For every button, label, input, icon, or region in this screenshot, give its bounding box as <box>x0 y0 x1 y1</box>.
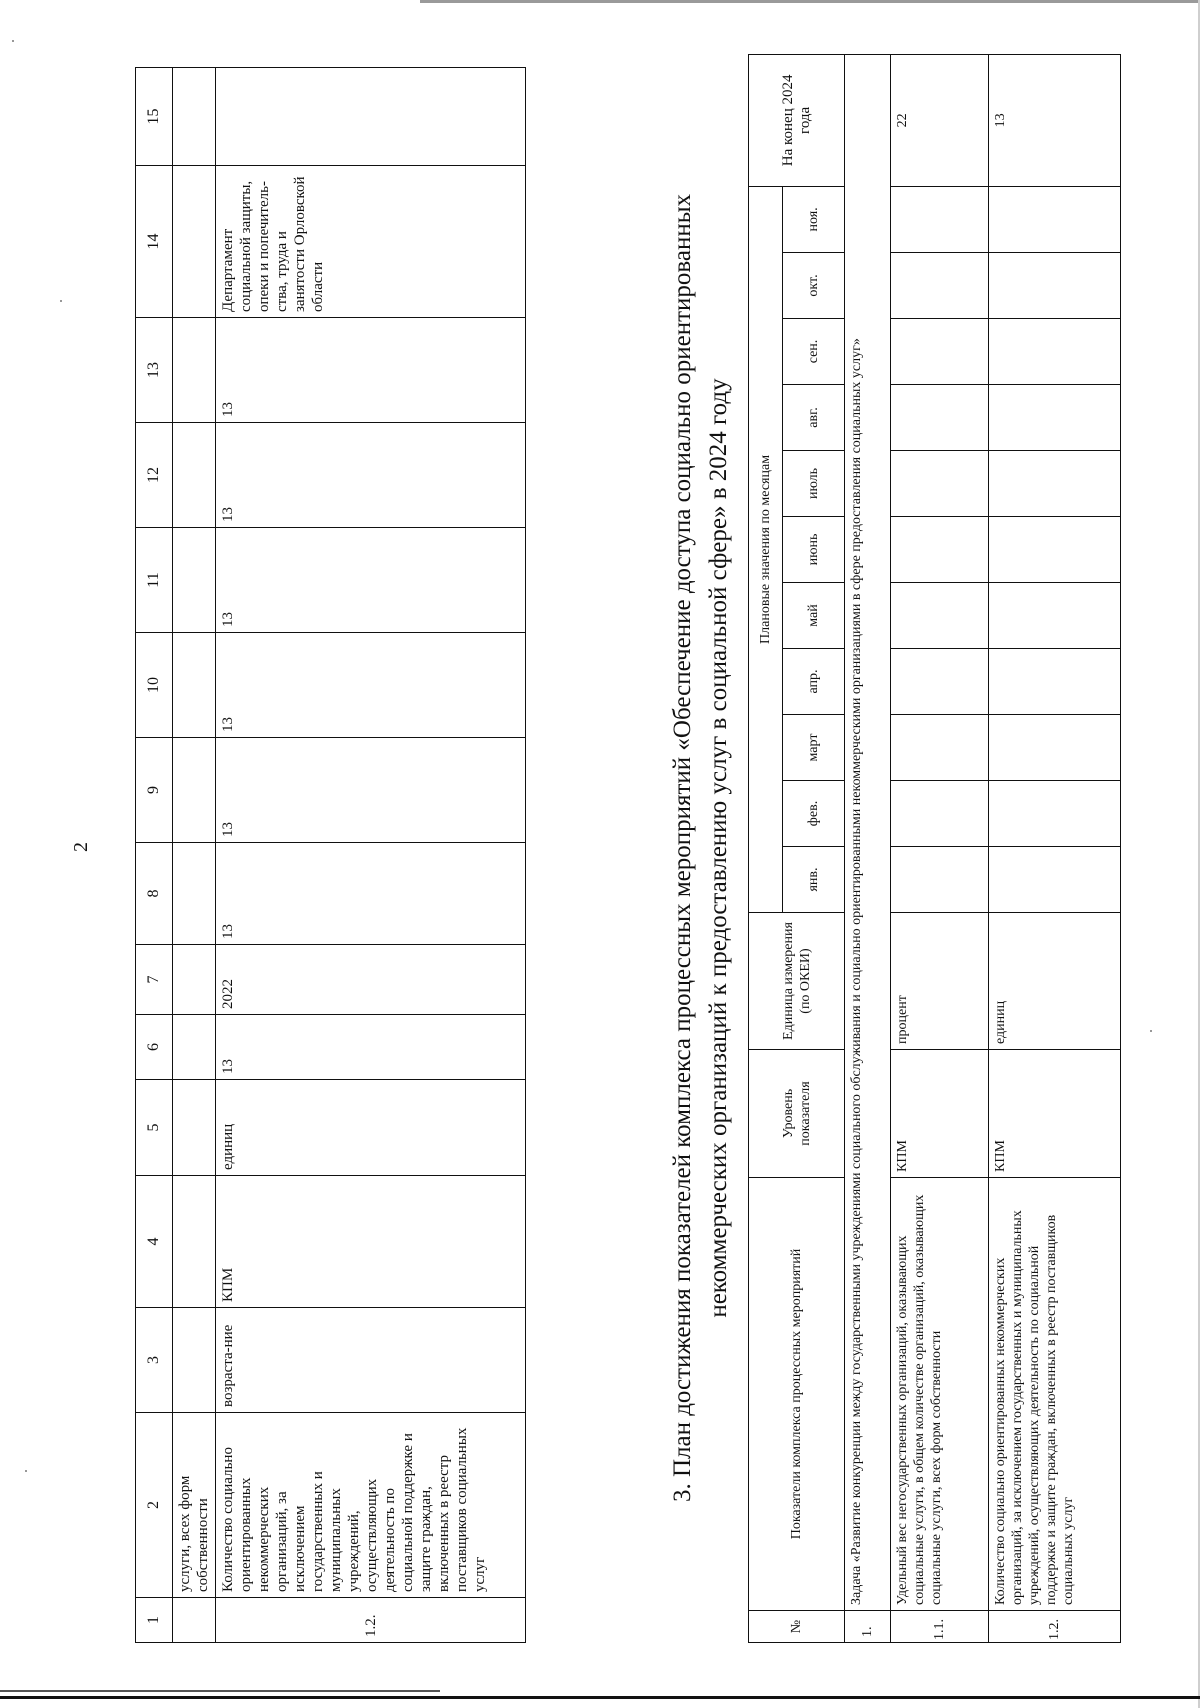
cell-empty <box>989 715 1121 781</box>
cell-empty <box>891 186 989 252</box>
cell-empty <box>173 945 216 1015</box>
cell-empty <box>173 1598 216 1643</box>
cell-empty <box>989 253 1121 319</box>
row-name: Удельный вес негосударственных организаций, оказывающих социальные услуги, в общем количестве организаций, оказывающих социальные услуги, всех форм собственности <box>891 1178 989 1611</box>
col-number: 3 <box>136 1308 173 1413</box>
cell-empty <box>989 847 1121 913</box>
cell-empty <box>891 385 989 451</box>
cell-empty <box>891 583 989 649</box>
cell-empty <box>989 517 1121 583</box>
cell-empty <box>989 385 1121 451</box>
cell-empty <box>891 847 989 913</box>
row-name: Количество социально ориентированных некоммерческих организаций, за исключением государственных и муниципальных учреждений, осуществляющих деятельность по социальной поддержке и защите граждан, включенных в реестр поставщиков социальных услуг <box>989 1178 1121 1611</box>
cell-empty <box>891 451 989 517</box>
cell-empty <box>891 781 989 847</box>
table-row <box>216 68 526 1643</box>
col-number: 11 <box>136 528 173 633</box>
cell-empty <box>173 318 216 423</box>
continuation-text: услуги, всех форм собственности <box>173 1413 216 1598</box>
cell-empty <box>989 319 1121 385</box>
header-level: Уровень показателя <box>749 1050 845 1178</box>
month-nov: ноя. <box>783 186 845 252</box>
row-end-value: 13 <box>989 54 1121 186</box>
cell-empty <box>891 517 989 583</box>
col-number: 13 <box>136 318 173 423</box>
row-level: КПМ <box>216 1176 526 1308</box>
month-apr: апр. <box>783 649 845 715</box>
col-number: 4 <box>136 1176 173 1308</box>
page-number: 2 <box>70 842 92 852</box>
col-number: 14 <box>136 166 173 318</box>
month-may: май <box>783 583 845 649</box>
cell-empty <box>173 423 216 528</box>
header-planned-by-month: Плановые значения по месяцам <box>749 186 783 912</box>
cell-empty <box>891 319 989 385</box>
col-number: 1 <box>136 1598 173 1643</box>
row-value: 13 <box>216 528 526 633</box>
col-number: 6 <box>136 1015 173 1080</box>
cell-empty <box>989 649 1121 715</box>
row-responsible: Департамент социальной защиты, опеки и попечитель-ства, труда и занятости Орловской области <box>216 166 526 318</box>
cell-empty <box>989 186 1121 252</box>
month-aug: авг. <box>783 385 845 451</box>
cell-empty <box>173 68 216 166</box>
col-number: 5 <box>136 1080 173 1176</box>
cell-empty <box>173 528 216 633</box>
plan-table <box>748 54 1121 1643</box>
header-end-of-year: На конец 2024 года <box>749 54 845 186</box>
cell-empty <box>173 633 216 738</box>
cell-empty <box>173 1080 216 1176</box>
row-base-year: 2022 <box>216 945 526 1015</box>
header-no: № <box>749 1611 845 1643</box>
col-number: 2 <box>136 1413 173 1598</box>
continuation-row <box>173 68 216 1643</box>
cell-empty <box>891 253 989 319</box>
section-title-line1: 3. План достижения показателей комплекса процессных мероприятий «Обеспечение доступа социально ориентированных <box>669 193 696 1503</box>
col-number: 9 <box>136 738 173 843</box>
cell-empty <box>989 781 1121 847</box>
table-row <box>989 54 1121 1642</box>
task-row <box>845 54 891 1642</box>
row-unit: единиц <box>989 913 1121 1050</box>
plan-header-row <box>749 54 783 1642</box>
row-level: КПМ <box>989 1050 1121 1178</box>
col-number: 7 <box>136 945 173 1015</box>
row-col15 <box>216 68 526 166</box>
row-level: КПМ <box>891 1050 989 1178</box>
task-number: 1. <box>845 1611 891 1643</box>
cell-empty <box>989 583 1121 649</box>
month-sep: сен. <box>783 319 845 385</box>
column-number-row <box>136 68 173 1643</box>
row-name: Количество социально ориентированных некоммерческих организаций, за исключением государственных и муниципальных учреждений, осуществляющих деятельность по социальной поддержке и защите граждан, включенных в реестр поставщиков социальных услуг <box>216 1413 526 1598</box>
row-unit: процент <box>891 913 989 1050</box>
header-unit: Единица измерения (по ОКЕИ) <box>749 913 845 1050</box>
month-jan: янв. <box>783 847 845 913</box>
section-title-line2: некоммерческих организаций к предоставлению услуг в социальной сфере» в 2024 году <box>705 378 732 1318</box>
row-end-value: 22 <box>891 54 989 186</box>
row-base-value: 13 <box>216 1015 526 1080</box>
cell-empty <box>173 843 216 945</box>
cell-empty <box>173 1015 216 1080</box>
month-jul: июль <box>783 451 845 517</box>
header-indicators: Показатели комплекса процессных мероприятий <box>749 1178 845 1611</box>
col-number: 10 <box>136 633 173 738</box>
table-row <box>891 54 989 1642</box>
col-number: 15 <box>136 68 173 166</box>
row-value: 13 <box>216 633 526 738</box>
section-title <box>665 88 737 1608</box>
month-feb: фев. <box>783 781 845 847</box>
row-number: 1.1. <box>891 1611 989 1643</box>
task-text: Задача «Развитие конкуренции между государственными учреждениями социального обслуживания и социально ориентированными некоммерческими организациями в сфере предоставления социальных услуг» <box>845 54 891 1610</box>
cell-empty <box>173 738 216 843</box>
cell-empty <box>173 166 216 318</box>
indicators-table-continuation <box>135 67 526 1643</box>
col-number: 8 <box>136 843 173 945</box>
row-value: 13 <box>216 423 526 528</box>
row-value: 13 <box>216 738 526 843</box>
row-number: 1.2. <box>989 1611 1121 1643</box>
row-value: 13 <box>216 843 526 945</box>
month-mar: март <box>783 715 845 781</box>
cell-empty <box>891 715 989 781</box>
cell-empty <box>173 1176 216 1308</box>
row-direction: возраста-ние <box>216 1308 526 1413</box>
row-unit: единиц <box>216 1080 526 1176</box>
cell-empty <box>891 649 989 715</box>
row-number: 1.2. <box>216 1598 526 1643</box>
cell-empty <box>989 451 1121 517</box>
col-number: 12 <box>136 423 173 528</box>
month-oct: окт. <box>783 253 845 319</box>
cell-empty <box>173 1308 216 1413</box>
month-jun: июнь <box>783 517 845 583</box>
row-value: 13 <box>216 318 526 423</box>
